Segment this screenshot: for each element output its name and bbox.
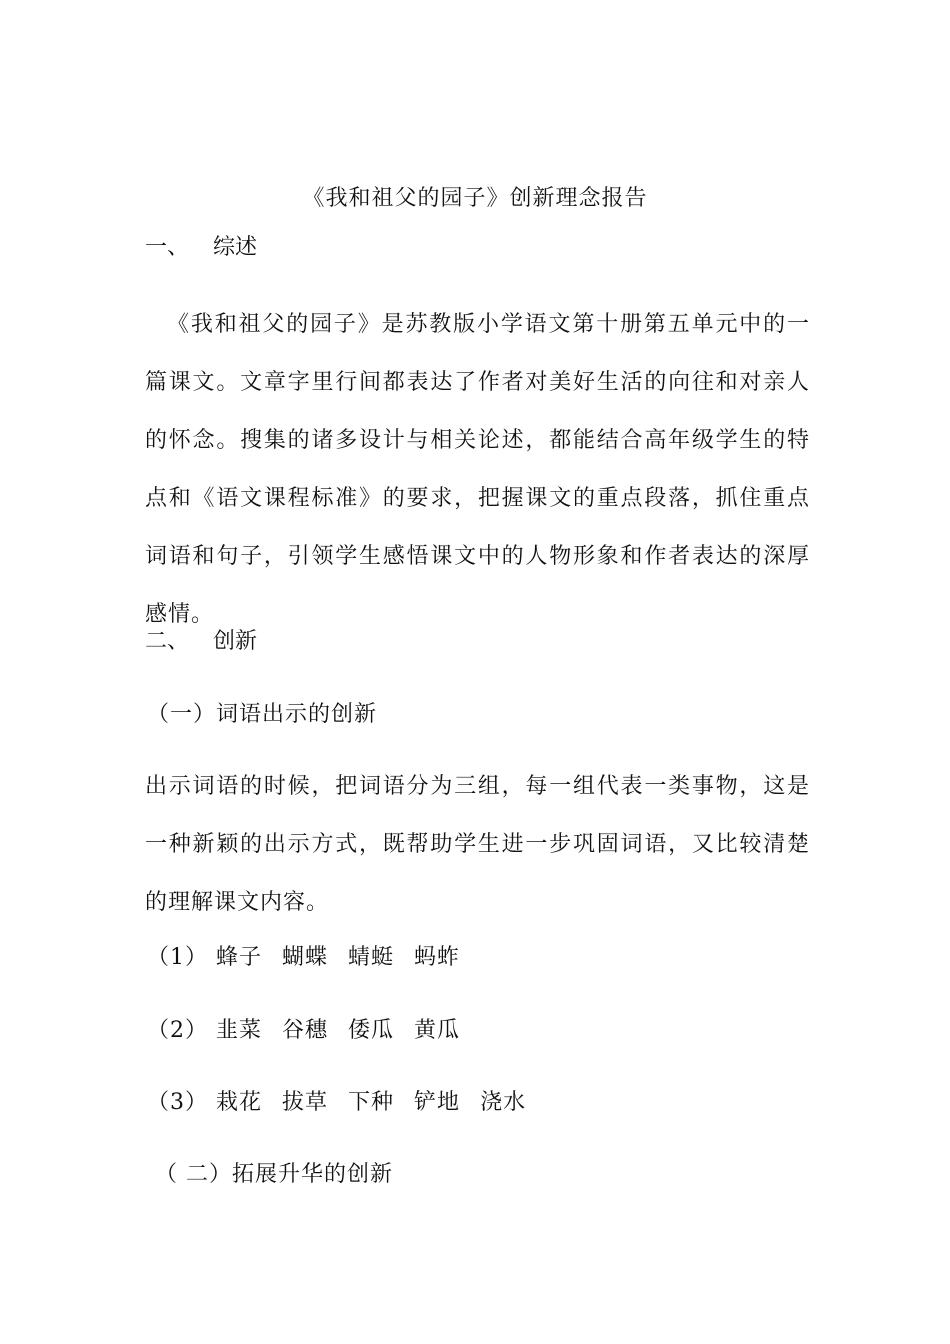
word-group-3 xyxy=(147,1085,538,1121)
word-group-label: （1） xyxy=(147,945,208,970)
word-item: 下种 xyxy=(348,1090,395,1115)
word-group-label: （3） xyxy=(147,1090,208,1115)
word-item: 倭瓜 xyxy=(348,1018,395,1043)
word-group-1 xyxy=(147,940,472,976)
word-item: 蜻蜓 xyxy=(348,945,395,970)
word-item: 蜂子 xyxy=(216,945,263,970)
section-heading-overview xyxy=(145,230,257,266)
subsection-heading-extension: （ 二）拓展升华的创新 xyxy=(155,1162,393,1187)
word-group-2 xyxy=(147,1013,472,1049)
section-number: 二、 xyxy=(145,629,190,654)
word-item: 谷穗 xyxy=(282,1018,329,1043)
section-label: 创新 xyxy=(213,629,258,654)
subsection-heading-vocabulary: （一）词语出示的创新 xyxy=(147,702,378,727)
section-heading-innovation xyxy=(145,624,257,660)
word-item: 蚂蚱 xyxy=(414,945,461,970)
word-item: 蝴蝶 xyxy=(282,945,329,970)
word-item: 拔草 xyxy=(282,1090,329,1115)
overview-paragraph: 《我和祖父的园子》是苏教版小学语文第十册第五单元中的一篇课文。文章字里行间都表达了作者对美好生活的向往和对亲人的怀念。搜集的诸多设计与相关论述，都能结合高年级学生的特点和《语文课程标准》的要求，把握课文的重点段落，抓住重点词语和句子，引领学生感悟课文中的人物形象和作者表达的深厚感情。 xyxy=(145,312,810,627)
section-number: 一、 xyxy=(145,235,190,260)
section-label: 综述 xyxy=(213,235,258,260)
word-group-label: （2） xyxy=(147,1018,208,1043)
word-item: 黄瓜 xyxy=(414,1018,461,1043)
document-title: 《我和祖父的园子》创新理念报告 xyxy=(302,186,648,211)
word-item: 韭菜 xyxy=(216,1018,263,1043)
word-item: 栽花 xyxy=(216,1090,263,1115)
vocabulary-paragraph: 出示词语的时候，把词语分为三组，每一组代表一类事物，这是一种新颖的出示方式，既帮助学生进一步巩固词语，又比较清楚的理解课文内容。 xyxy=(145,774,810,915)
word-item: 铲地 xyxy=(414,1090,461,1115)
word-item: 浇水 xyxy=(480,1090,527,1115)
